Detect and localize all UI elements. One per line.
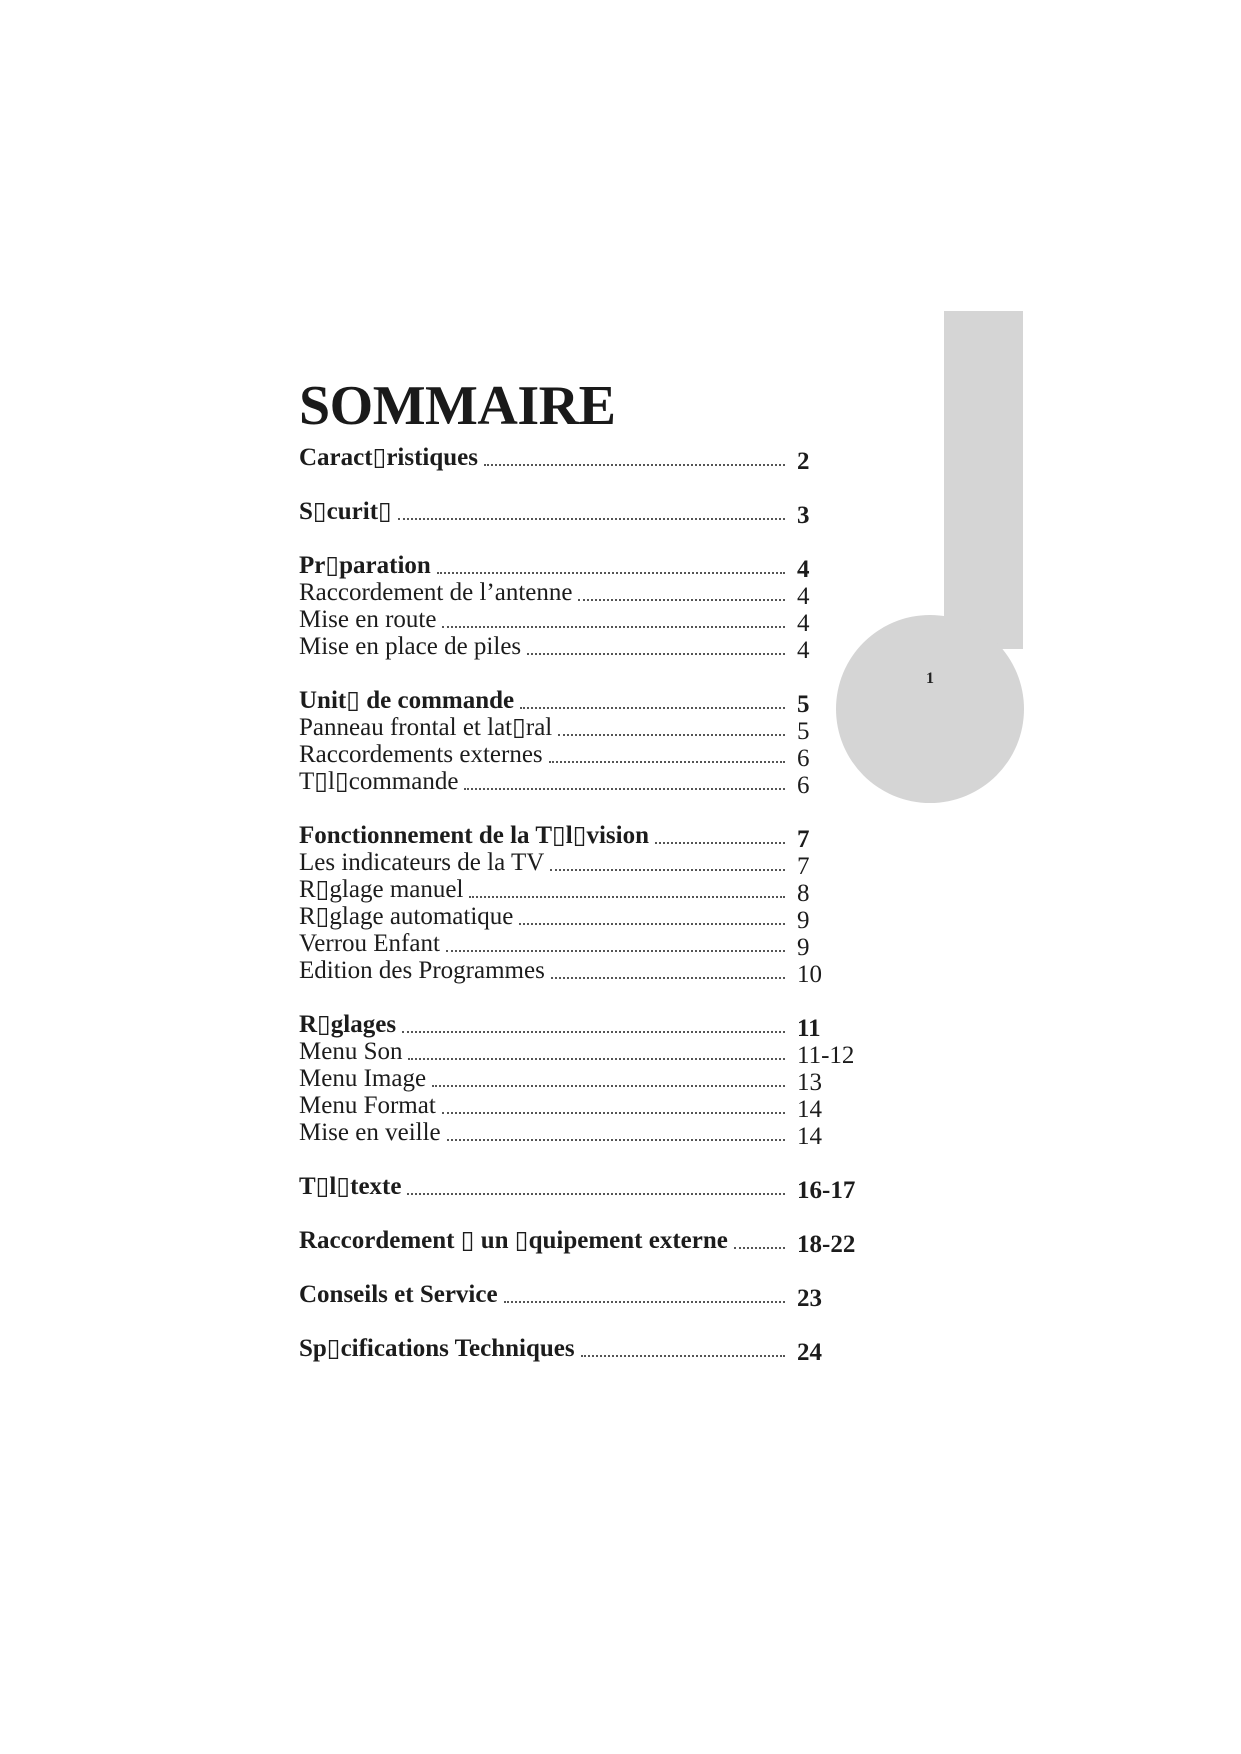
toc-entry-label: Raccordements externes	[299, 741, 543, 768]
toc-entry-page: 23	[797, 1285, 822, 1312]
toc-entry	[299, 930, 879, 961]
toc-entry-page: 4	[797, 583, 810, 610]
toc-entry-page: 2	[797, 448, 810, 475]
page-number: 1	[926, 670, 934, 687]
dot-leader	[519, 922, 785, 925]
toc-entry-label: Panneau frontal et lat▯ral	[299, 714, 553, 741]
table-of-contents	[299, 444, 879, 1389]
dot-leader	[437, 571, 785, 574]
toc-heading	[299, 1011, 879, 1042]
toc-entry-label: Conseils et Service	[299, 1281, 498, 1308]
toc-entry-label: Raccordement ▯ un ▯quipement externe	[299, 1227, 728, 1254]
toc-entry-page: 9	[797, 907, 810, 934]
toc-entry-page: 16-17	[797, 1177, 856, 1204]
dot-leader	[551, 976, 785, 979]
toc-entry	[299, 768, 879, 799]
dot-leader	[578, 598, 785, 601]
toc-section	[299, 1281, 879, 1312]
toc-heading	[299, 687, 879, 718]
toc-entry	[299, 1038, 879, 1069]
toc-entry-page: 18-22	[797, 1231, 856, 1258]
toc-entry	[299, 903, 879, 934]
dot-leader	[484, 463, 785, 466]
page-title: SOMMAIRE	[299, 375, 616, 437]
toc-entry-page: 14	[797, 1096, 822, 1123]
toc-section	[299, 687, 879, 799]
side-tab	[944, 311, 1023, 649]
toc-entry	[299, 957, 879, 988]
toc-entry-label: R▯glage automatique	[299, 903, 514, 930]
toc-entry-label: Mise en route	[299, 606, 437, 633]
toc-section	[299, 1227, 879, 1258]
dot-leader	[581, 1354, 785, 1357]
toc-entry-label: Pr▯paration	[299, 552, 431, 579]
toc-entry	[299, 633, 879, 664]
toc-entry-page: 8	[797, 880, 810, 907]
toc-heading	[299, 444, 879, 475]
toc-section	[299, 552, 879, 664]
dot-leader	[520, 706, 785, 709]
toc-entry	[299, 606, 879, 637]
dot-leader	[447, 1138, 785, 1141]
toc-entry-label: T▯l▯texte	[299, 1173, 402, 1200]
dot-leader	[442, 1111, 785, 1114]
toc-entry	[299, 1092, 879, 1123]
toc-entry	[299, 876, 879, 907]
toc-entry-label: Mise en veille	[299, 1119, 441, 1146]
dot-leader	[504, 1300, 785, 1303]
toc-entry-label: R▯glages	[299, 1011, 397, 1038]
toc-entry	[299, 1065, 879, 1096]
toc-heading	[299, 1281, 879, 1312]
toc-heading	[299, 498, 879, 529]
toc-entry-page: 4	[797, 637, 810, 664]
toc-entry-label: R▯glage manuel	[299, 876, 464, 903]
toc-heading	[299, 1335, 879, 1366]
toc-section	[299, 444, 879, 475]
toc-entry-label: T▯l▯commande	[299, 768, 459, 795]
toc-entry	[299, 579, 879, 610]
toc-entry-label: Sp▯cifications Techniques	[299, 1335, 575, 1362]
toc-entry-page: 9	[797, 934, 810, 961]
dot-leader	[558, 733, 785, 736]
toc-entry-label: Unit▯ de commande	[299, 687, 515, 714]
dot-leader	[398, 517, 785, 520]
dot-leader	[549, 760, 785, 763]
toc-entry	[299, 849, 879, 880]
toc-entry-label: Menu Format	[299, 1092, 436, 1119]
toc-entry-page: 10	[797, 961, 822, 988]
toc-entry-page: 7	[797, 826, 810, 853]
dot-leader	[527, 652, 785, 655]
dot-leader	[402, 1030, 785, 1033]
toc-heading	[299, 822, 879, 853]
toc-entry-label: Menu Image	[299, 1065, 427, 1092]
dot-leader	[464, 787, 785, 790]
dot-leader	[432, 1084, 785, 1087]
toc-entry	[299, 1119, 879, 1150]
toc-heading	[299, 552, 879, 583]
dot-leader	[550, 868, 785, 871]
toc-heading	[299, 1227, 879, 1258]
toc-entry-page: 6	[797, 772, 810, 799]
toc-section	[299, 822, 879, 988]
toc-section	[299, 1173, 879, 1204]
toc-entry-page: 11	[797, 1015, 821, 1042]
toc-entry-label: Caract▯ristiques	[299, 444, 479, 471]
toc-entry-label: Les indicateurs de la TV	[299, 849, 545, 876]
toc-entry-page: 14	[797, 1123, 822, 1150]
toc-entry-page: 7	[797, 853, 810, 880]
dot-leader	[469, 895, 785, 898]
toc-section	[299, 1011, 879, 1150]
toc-entry-label: Raccordement de l’antenne	[299, 579, 573, 606]
dot-leader	[407, 1192, 785, 1195]
toc-entry-label: Verrou Enfant	[299, 930, 440, 957]
toc-section	[299, 498, 879, 529]
toc-entry	[299, 741, 879, 772]
toc-entry-page: 5	[797, 718, 810, 745]
toc-entry-page: 4	[797, 610, 810, 637]
toc-entry-page: 4	[797, 556, 810, 583]
toc-entry-label: Menu Son	[299, 1038, 403, 1065]
dot-leader	[734, 1246, 785, 1249]
dot-leader	[655, 841, 785, 844]
toc-entry-page: 13	[797, 1069, 822, 1096]
toc-entry-label: Fonctionnement de la T▯l▯vision	[299, 822, 649, 849]
toc-section	[299, 1335, 879, 1366]
toc-entry-page: 3	[797, 502, 810, 529]
toc-entry-page: 5	[797, 691, 810, 718]
toc-entry-label: S▯curit▯	[299, 498, 392, 525]
toc-entry	[299, 714, 879, 745]
toc-entry-page: 24	[797, 1339, 822, 1366]
toc-entry-page: 6	[797, 745, 810, 772]
dot-leader	[442, 625, 785, 628]
toc-entry-label: Edition des Programmes	[299, 957, 545, 984]
toc-entry-label: Mise en place de piles	[299, 633, 522, 660]
toc-heading	[299, 1173, 879, 1204]
dot-leader	[408, 1057, 785, 1060]
toc-entry-page: 11-12	[797, 1042, 855, 1069]
dot-leader	[446, 949, 785, 952]
